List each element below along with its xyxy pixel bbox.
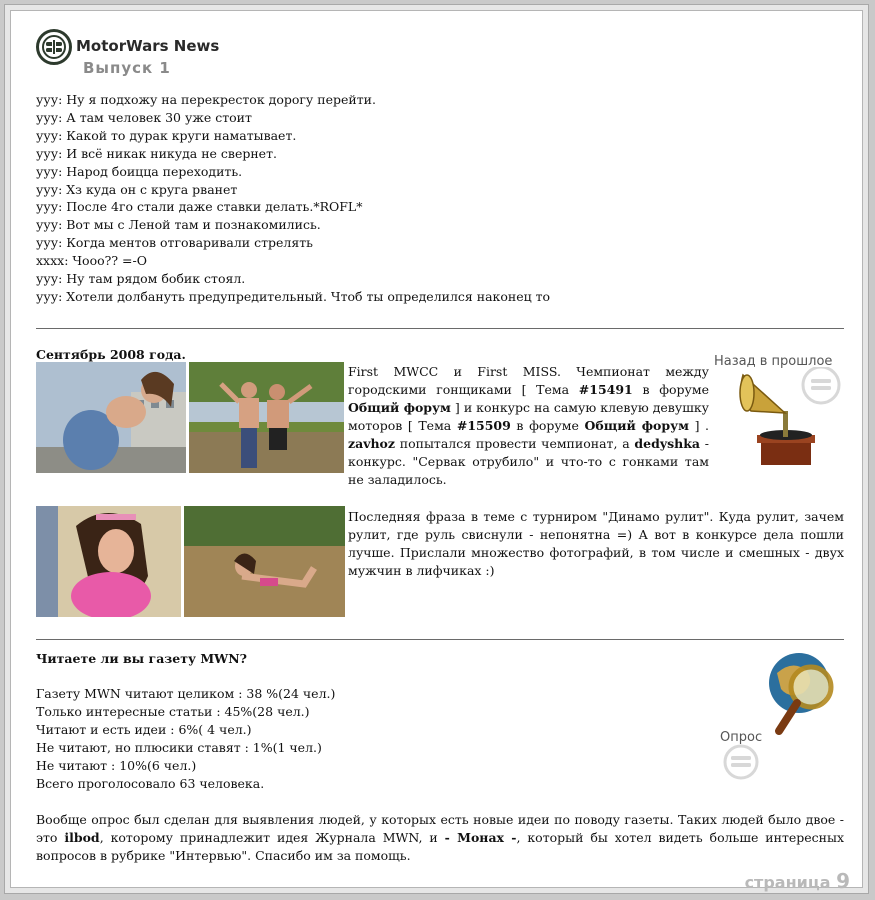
chat-line: ууу: Ну там рядом бобик стоял. bbox=[36, 271, 246, 287]
text-run: в форуме bbox=[632, 382, 709, 397]
username: zavhoz bbox=[348, 436, 395, 451]
poll-result: Читают и есть идеи : 6%( 4 чел.) bbox=[36, 722, 252, 737]
text-run: , которому принадлежит идея Журнала MWN, и bbox=[99, 830, 445, 845]
text-run: , который бы хотел видеть больше интересных вопросов в рубрике "Интервью". Спасибо им за помощь. bbox=[36, 830, 844, 863]
poll-section-title: Читаете ли вы газету MWN? bbox=[36, 651, 247, 666]
text-run: ] и конкурс на самую клевую девушку моторов [ Тема bbox=[348, 400, 709, 433]
chat-line: хххх: Чооо?? =-O bbox=[36, 253, 147, 269]
contest-photo-2 bbox=[189, 362, 344, 473]
topic-link[interactable]: #15509 bbox=[456, 418, 511, 433]
text-run: попытался провести чемпионат, а bbox=[395, 436, 635, 451]
topic-link[interactable]: #15491 bbox=[578, 382, 633, 397]
motorwars-watermark-icon bbox=[723, 744, 759, 780]
contest-photo-4 bbox=[184, 506, 345, 617]
brand-title: MotorWars News bbox=[76, 37, 220, 55]
text-run: - конкурс. "Сервак отрубило" и что-то с гонками там не заладилось. bbox=[348, 436, 710, 487]
back-in-time-caption: Назад в прошлое bbox=[714, 354, 833, 369]
chat-line: ууу: И всё никак никуда не свернет. bbox=[36, 145, 277, 161]
newspaper-page bbox=[10, 10, 863, 893]
chat-line: ууу: Народ боицца переходить. bbox=[36, 163, 243, 179]
contest-photo-1 bbox=[36, 362, 186, 473]
page-number-value: 9 bbox=[836, 869, 850, 893]
poll-result: Газету MWN читают целиком : 38 %(24 чел.) bbox=[36, 686, 336, 701]
poll-total: Всего проголосовало 63 человека. bbox=[36, 776, 265, 791]
issue-label: Выпуск 1 bbox=[83, 59, 171, 77]
section-divider bbox=[36, 639, 844, 640]
chat-line: ууу: Хотели долбануть предупредительный. Чтоб ты определился наконец то bbox=[36, 288, 551, 304]
september-paragraph-1 bbox=[348, 363, 709, 489]
poll-summary bbox=[36, 811, 844, 865]
motorwars-logo-icon bbox=[36, 29, 72, 65]
text-run: ] . bbox=[688, 418, 710, 433]
september-paragraph-2: Последняя фраза в теме с турниром "Динамо рулит". Куда рулит, зачем рулит, где руль свиснули - непонятна =) А вот в конкурсе дела пошли лучше. Прислали множество фотографий, в том числе и смешных - двух мужчин в лифчиках :) bbox=[348, 509, 844, 578]
username: ilbod bbox=[64, 830, 100, 845]
username: dedyshka bbox=[634, 436, 701, 451]
poll-caption: Опрос bbox=[720, 730, 763, 745]
forum-link[interactable]: Общий форум bbox=[348, 400, 451, 415]
page-frame bbox=[4, 4, 869, 894]
september-section-title: Сентябрь 2008 года. bbox=[36, 347, 186, 362]
poll-result: Только интересные статьи : 45%(28 чел.) bbox=[36, 704, 310, 719]
username: - Монах - bbox=[444, 830, 517, 845]
gramophone-icon bbox=[733, 367, 845, 473]
chat-line: ууу: Вот мы с Леной там и познакомились. bbox=[36, 217, 321, 233]
chat-log bbox=[36, 91, 836, 306]
contest-photo-3 bbox=[36, 506, 181, 617]
chat-line: ууу: Хз куда он с круга рванет bbox=[36, 181, 238, 197]
poll-result: Не читают, но плюсики ставят : 1%(1 чел.) bbox=[36, 740, 322, 755]
forum-link[interactable]: Общий форум bbox=[584, 418, 689, 433]
chat-line: ууу: Когда ментов отговаривали стрелять bbox=[36, 235, 313, 251]
text-run: в форуме bbox=[510, 418, 585, 433]
text-run: Вообще опрос был сделан для выявления людей, у которых есть новые идеи по поводу газеты. Таких людей было двое - это bbox=[36, 812, 844, 845]
magnifier-globe-icon bbox=[763, 649, 845, 744]
text-run: First MWCC и First MISS. Чемпионат между городскими гонщиками [ Тема bbox=[348, 364, 709, 397]
page-number bbox=[745, 869, 850, 893]
chat-line: ууу: Какой то дурак круги наматывает. bbox=[36, 127, 297, 143]
chat-line: ууу: После 4го стали даже ставки делать.*ROFL* bbox=[36, 199, 363, 215]
chat-line: ууу: А там человек 30 уже стоит bbox=[36, 109, 252, 125]
page-word: страница bbox=[744, 873, 831, 892]
poll-results bbox=[36, 685, 335, 793]
poll-result: Не читают : 10%(6 чел.) bbox=[36, 758, 197, 773]
section-divider bbox=[36, 328, 844, 329]
chat-line: ууу: Ну я подхожу на перекресток дорогу перейти. bbox=[36, 92, 376, 107]
